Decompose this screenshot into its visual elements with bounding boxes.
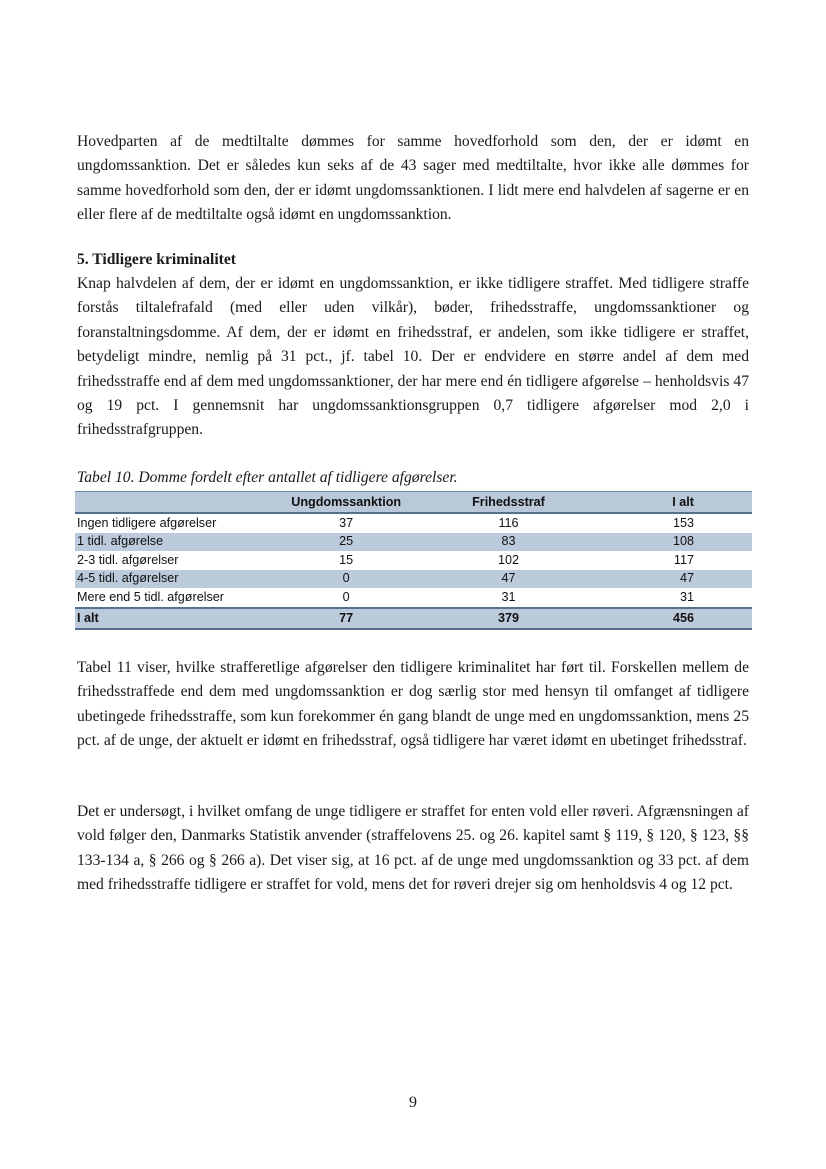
cell-ungdomssanktion: 0	[265, 570, 427, 589]
total-label: I alt	[75, 608, 265, 629]
paragraph-tidligere-kriminalitet: Knap halvdelen af dem, der er idømt en ungdomssanktion, er ikke tidligere straffet. Med tidligere straffe forstås tiltalefrafald (med eller uden vilkår), bøder, frihedsstraffe, ungdomssanktioner og foranstaltningsdomme. Af dem, der er idømt en frihedsstraf, er andelen, som ikke tidligere er straffet, betydeligt mindre, nemlig på 31 pct., jf. tabel 10. Der er endvidere en større andel af dem med frihedsstraffe end af dem med ungdomssanktioner, der har mere end én tidligere afgørelse – henholdsvis 47 og 19 pct. I gennemsnit har ungdomssanktionsgruppen 0,7 tidligere afgørelser mod 2,0 i frihedsstrafgruppen.	[77, 275, 749, 439]
table-row	[75, 513, 752, 533]
cell-ungdomssanktion: 0	[342, 589, 350, 604]
row-label: 1 tidl. afgørelse	[75, 533, 265, 552]
cell-frihedsstraf: 31	[501, 589, 516, 604]
table-caption: Tabel 10. Domme fordelt efter antallet af tidligere afgørelser.	[77, 469, 458, 486]
table-row	[75, 570, 752, 589]
row-label: Mere end 5 tidl. afgørelser	[77, 589, 224, 604]
paragraph-vold-roeveri: Det er undersøgt, i hvilket omfang de unge tidligere er straffet for enten vold eller røveri. Afgrænsningen af vold følger den, Danmarks Statistik anvender (straffelovens 25. og 26. kapitel samt § 119, § 120, § 123, §§ 133-134 a, § 266 og § 266 a). Det viser sig, at 16 pct. af de unge med ungdomssanktion og 33 pct. af dem med frihedsstraffe tidligere er straffet for vold, mens det for røveri drejer sig om henholdsvis 4 og 12 pct.	[77, 803, 749, 894]
total-i-alt: 456	[590, 608, 752, 629]
row-label: Ingen tidligere afgørelser	[77, 515, 217, 530]
header-ungdomssanktion: Ungdomssanktion	[265, 492, 427, 514]
page-number: 9	[409, 1094, 417, 1111]
cell-ungdomssanktion: 25	[265, 533, 427, 552]
table-total-row	[75, 608, 752, 629]
cell-i-alt: 153	[672, 515, 694, 530]
total-ungdomssanktion: 77	[265, 608, 427, 629]
cell-ungdomssanktion: 15	[339, 552, 354, 567]
cell-frihedsstraf: 116	[498, 515, 519, 530]
table-row	[75, 588, 752, 608]
cell-i-alt: 31	[679, 589, 694, 604]
header-blank	[75, 492, 265, 514]
paragraph-tabel-11: Tabel 11 viser, hvilke strafferetlige afgørelser den tidligere kriminalitet har ført til. Forskellen mellem de frihedsstraffede end dem med ungdomssanktion er dog særlig stor med hensyn til omfanget af tidligere ubetingede frihedsstraffe, som kun forekommer én gang blandt de unge med en ungdomssanktion, mens 25 pct. af de unge, der aktuelt er idømt en frihedsstraf, også tidligere har været idømt en ubetinget frihedsstraf.	[77, 659, 749, 750]
cell-i-alt: 117	[673, 552, 694, 567]
paragraph-medtiltalte: Hovedparten af de medtiltalte dømmes for samme hovedforhold som den, der er idømt en ungdomssanktion. Det er således kun seks af de 43 sager med medtiltalte, hvor ikke alle dømmes for samme hovedforhold som den, der er idømt ungdomssanktionen. I lidt mere end halvdelen af sagerne er en eller flere af de medtiltalte også idømt en ungdomssanktion.	[77, 133, 749, 224]
row-label: 4-5 tidl. afgørelser	[75, 570, 265, 589]
table-row	[75, 551, 752, 570]
cell-frihedsstraf: 102	[497, 552, 519, 567]
cell-i-alt: 47	[590, 570, 752, 589]
data-table-10	[75, 491, 752, 630]
section-heading: 5. Tidligere kriminalitet	[77, 251, 236, 268]
table-row	[75, 533, 752, 552]
cell-frihedsstraf: 47	[427, 570, 589, 589]
header-i-alt: I alt	[590, 492, 752, 514]
cell-ungdomssanktion: 37	[339, 515, 354, 530]
cell-frihedsstraf: 83	[427, 533, 589, 552]
row-label: 2-3 tidl. afgørelser	[77, 552, 179, 567]
total-frihedsstraf: 379	[427, 608, 589, 629]
table-header-row	[75, 492, 752, 514]
header-frihedsstraf: Frihedsstraf	[427, 492, 589, 514]
cell-i-alt: 108	[590, 533, 752, 552]
